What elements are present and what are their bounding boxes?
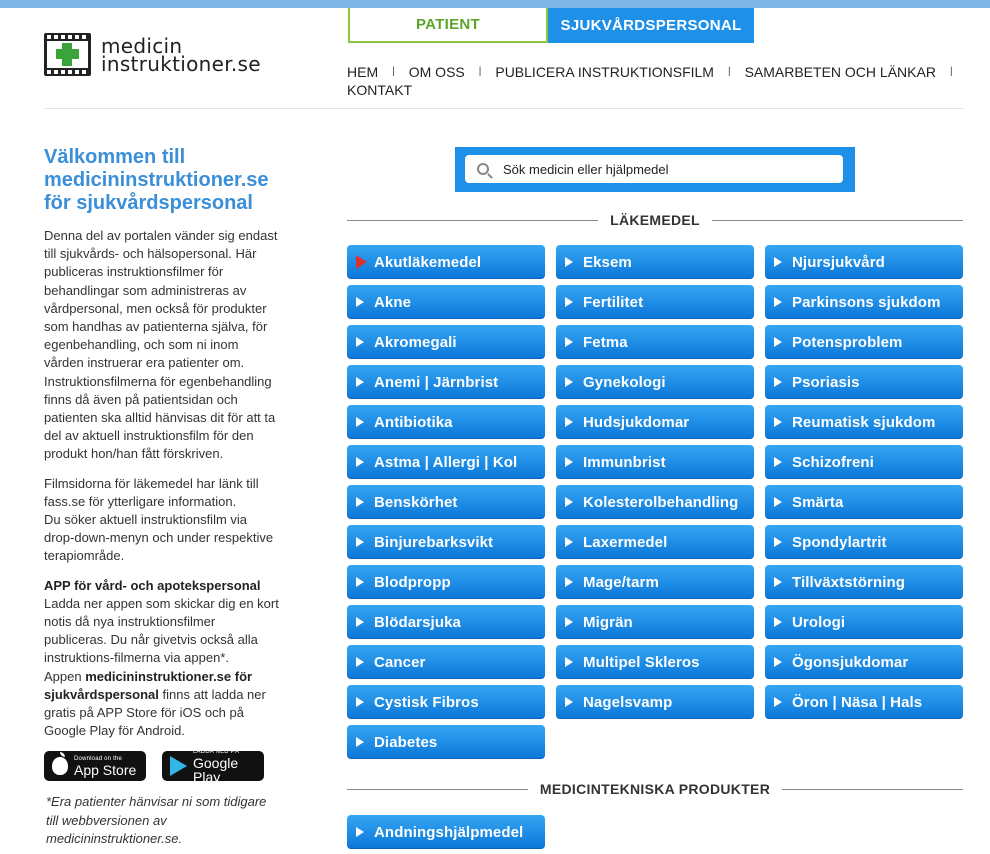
category-label: Benskörhet (374, 493, 458, 511)
header-divider (44, 108, 963, 109)
category-button[interactable] (556, 365, 754, 399)
play-arrow-icon (565, 497, 573, 507)
app-description: Ladda ner appen som skickar dig en kort notis då nya instruktionsfilmer publiceras. Du når givetvis också alla instruktions-filmerna via appen*. (44, 595, 279, 666)
play-arrow-icon (565, 657, 573, 667)
category-button[interactable] (347, 445, 545, 479)
top-accent-bar (0, 0, 990, 8)
nav-publish[interactable]: PUBLICERA INSTRUKTIONSFILM (495, 64, 714, 80)
play-arrow-icon (356, 577, 364, 587)
nav-partners[interactable]: SAMARBETEN OCH LÄNKAR (744, 64, 936, 80)
tab-professional[interactable]: SJUKVÅRDSPERSONAL (548, 8, 754, 43)
play-arrow-icon (356, 537, 364, 547)
category-label: Kolesterolbehandling (583, 493, 739, 511)
section-medicines (347, 210, 963, 230)
category-button[interactable] (556, 405, 754, 439)
category-label: Migrän (583, 613, 633, 631)
category-button[interactable] (556, 605, 754, 639)
play-arrow-icon (774, 697, 782, 707)
category-label: Blödarsjuka (374, 613, 461, 631)
category-button[interactable] (765, 285, 963, 319)
category-label: Nagelsvamp (583, 693, 673, 711)
nav-about[interactable]: OM OSS (408, 64, 465, 80)
play-arrow-icon (774, 337, 782, 347)
category-button[interactable] (556, 525, 754, 559)
category-button[interactable] (347, 245, 545, 279)
category-label: Laxermedel (583, 533, 668, 551)
category-label: Parkinsons sjukdom (792, 293, 941, 311)
category-label: Psoriasis (792, 373, 860, 391)
category-button[interactable] (347, 685, 545, 719)
play-arrow-icon (774, 297, 782, 307)
play-arrow-icon (565, 377, 573, 387)
play-arrow-icon (774, 537, 782, 547)
category-button[interactable] (347, 565, 545, 599)
category-button[interactable] (765, 365, 963, 399)
category-button[interactable] (556, 325, 754, 359)
nav-home[interactable]: HEM (347, 64, 379, 80)
nav-separator: | (392, 66, 395, 77)
nav-separator: | (727, 66, 731, 77)
category-button[interactable] (765, 485, 963, 519)
footnote: *Era patienter hänvisar ni som tidigare till webbversionen av medicininstruktioner.se. (46, 794, 267, 846)
play-arrow-icon (356, 497, 364, 507)
app-paragraph (44, 577, 280, 741)
main-nav (347, 63, 953, 99)
play-arrow-icon (565, 297, 573, 307)
category-label: Akromegali (374, 333, 457, 351)
search-field-wrapper (465, 155, 843, 183)
play-arrow-icon (565, 577, 573, 587)
category-button[interactable] (765, 405, 963, 439)
film-cross-logo-icon (44, 33, 91, 76)
intro-paragraph: Denna del av portalen vänder sig endast till sjukvårds- och hälsopersonal. Här publiceras instruktionsfilmer för behandlingar som administreras av vårdpersonal, men också för produkter som handhas av patienterna själva, för egenbehandling, och som ni inom vården instruerar era patienter om. Instruktionsfilmerna för egenbehandling finns då även på patientsidan och patienten ska alltid hänvisas dit för att ta del av aktuell instruktionsfilm för den produkt hon/han fått förskriven. (44, 228, 278, 462)
tab-patient[interactable]: PATIENT (348, 8, 548, 43)
category-label: Cystisk Fibros (374, 693, 479, 711)
search-input[interactable] (503, 162, 823, 177)
category-label: Akne (374, 293, 412, 311)
fass-text: Filmsidorna för läkemedel har länk till fass.se för ytterligare information. (44, 475, 259, 509)
category-label: Hudsjukdomar (583, 413, 690, 431)
category-button[interactable] (556, 445, 754, 479)
category-button[interactable] (765, 525, 963, 559)
category-label: Multipel Skleros (583, 653, 700, 671)
section-medicines-title: LÄKEMEDEL (610, 212, 700, 228)
category-button[interactable] (556, 565, 754, 599)
category-button[interactable] (347, 365, 545, 399)
store-badges (44, 748, 280, 785)
nav-separator: | (949, 66, 953, 77)
category-button[interactable] (347, 815, 545, 849)
category-label: Ögonsjukdomar (792, 653, 909, 671)
category-label: Andningshjälpmedel (374, 823, 524, 841)
logo-line-2: instruktioner.se (101, 51, 261, 76)
nav-contact[interactable]: KONTAKT (347, 82, 413, 98)
play-arrow-icon (565, 417, 573, 427)
fass-paragraph (44, 475, 280, 566)
category-label: Cancer (374, 653, 426, 671)
category-label: Njursjukvård (792, 253, 885, 271)
category-label: Potensproblem (792, 333, 903, 351)
category-button[interactable] (556, 645, 754, 679)
search-help-text: Du söker aktuell instruktionsfilm via drop-down-menyn och under respektive terapiområde. (44, 512, 274, 564)
play-red-icon (356, 255, 367, 269)
category-button[interactable] (347, 525, 545, 559)
category-button[interactable] (556, 685, 754, 719)
category-button[interactable] (556, 285, 754, 319)
category-button[interactable] (765, 325, 963, 359)
category-label: Smärta (792, 493, 844, 511)
app-store-button[interactable] (44, 751, 146, 781)
category-label: Gynekologi (583, 373, 666, 391)
play-arrow-icon (774, 457, 782, 467)
play-arrow-icon (356, 827, 364, 837)
category-label: Fertilitet (583, 293, 644, 311)
intro-column (44, 146, 280, 848)
category-button[interactable] (556, 245, 754, 279)
search-icon (477, 163, 489, 175)
category-label: Fetma (583, 333, 628, 351)
category-button[interactable] (765, 445, 963, 479)
welcome-heading: Välkommen till medicininstruktioner.se för sjukvårdspersonal (44, 146, 269, 214)
app-store-small-text: Download on the (74, 755, 123, 762)
play-arrow-icon (356, 337, 364, 347)
play-arrow-icon (565, 457, 573, 467)
play-arrow-icon (774, 657, 782, 667)
google-play-small-text: LADDA NED PÅ (193, 748, 240, 755)
play-arrow-icon (774, 497, 782, 507)
logo-text (101, 33, 261, 76)
category-label: Binjurebarksvikt (374, 533, 494, 551)
category-button[interactable] (765, 645, 963, 679)
nav-separator: | (478, 66, 482, 77)
category-button[interactable] (765, 245, 963, 279)
category-label: Eksem (583, 253, 632, 271)
app-name: medicininstruktioner.se för sjukvårdspersonal (44, 668, 253, 702)
section-devices-title: MEDICINTEKNISKA PRODUKTER (539, 781, 771, 797)
play-arrow-icon (356, 657, 364, 667)
category-label: Anemi | Järnbrist (374, 373, 499, 391)
device-category-grid (347, 815, 545, 849)
category-label: Antibiotika (374, 413, 453, 431)
play-arrow-icon (565, 337, 573, 347)
play-arrow-icon (774, 617, 782, 627)
play-arrow-icon (565, 697, 573, 707)
apple-icon (52, 757, 68, 775)
play-arrow-icon (565, 257, 573, 267)
play-arrow-icon (356, 417, 364, 427)
category-button[interactable] (765, 685, 963, 719)
category-button[interactable] (765, 605, 963, 639)
category-button[interactable] (556, 485, 754, 519)
play-arrow-icon (565, 537, 573, 547)
app-text-post: finns att ladda ner gratis på APP Store för iOS och på Google Play för Android. (44, 686, 266, 739)
category-label: Urologi (792, 613, 846, 631)
section-devices (347, 779, 963, 799)
category-button[interactable] (347, 285, 545, 319)
play-arrow-icon (774, 417, 782, 427)
play-arrow-icon (356, 297, 364, 307)
category-button[interactable] (765, 565, 963, 599)
category-button[interactable] (347, 645, 545, 679)
play-arrow-icon (565, 617, 573, 627)
category-label: Tillväxtstörning (792, 573, 906, 591)
play-arrow-icon (774, 257, 782, 267)
app-text-pre: Appen (44, 668, 86, 684)
play-arrow-icon (356, 457, 364, 467)
play-arrow-icon (356, 377, 364, 387)
category-label: Diabetes (374, 733, 438, 751)
logo-line-1: medicin (101, 33, 183, 58)
category-button[interactable] (347, 405, 545, 439)
play-arrow-icon (356, 617, 364, 627)
category-label: Immunbrist (583, 453, 666, 471)
category-label: Astma | Allergi | Kol (374, 453, 518, 471)
play-arrow-icon (356, 737, 364, 747)
category-label: Öron | Näsa | Hals (792, 693, 923, 711)
category-label: Akutläkemedel (374, 253, 482, 271)
category-label: Spondylartrit (792, 533, 887, 551)
site-logo[interactable] (44, 33, 261, 76)
app-title: APP för vård- och apotekspersonal (44, 577, 261, 593)
category-label: Reumatisk sjukdom (792, 413, 936, 431)
play-arrow-icon (774, 577, 782, 587)
play-arrow-icon (356, 697, 364, 707)
google-play-button[interactable] (162, 748, 264, 785)
app-store-label: App Store (74, 761, 137, 778)
google-play-icon (170, 756, 187, 776)
google-play-label: Google Play (193, 754, 239, 785)
play-arrow-icon (774, 377, 782, 387)
category-button[interactable] (347, 325, 545, 359)
audience-tabs (348, 8, 754, 43)
category-button[interactable] (347, 725, 545, 759)
category-button[interactable] (347, 485, 545, 519)
category-label: Mage/tarm (583, 573, 659, 591)
search-bar (455, 147, 855, 192)
medicine-category-grid (347, 245, 963, 759)
category-label: Schizofreni (792, 453, 874, 471)
category-button[interactable] (347, 605, 545, 639)
category-label: Blodpropp (374, 573, 451, 591)
